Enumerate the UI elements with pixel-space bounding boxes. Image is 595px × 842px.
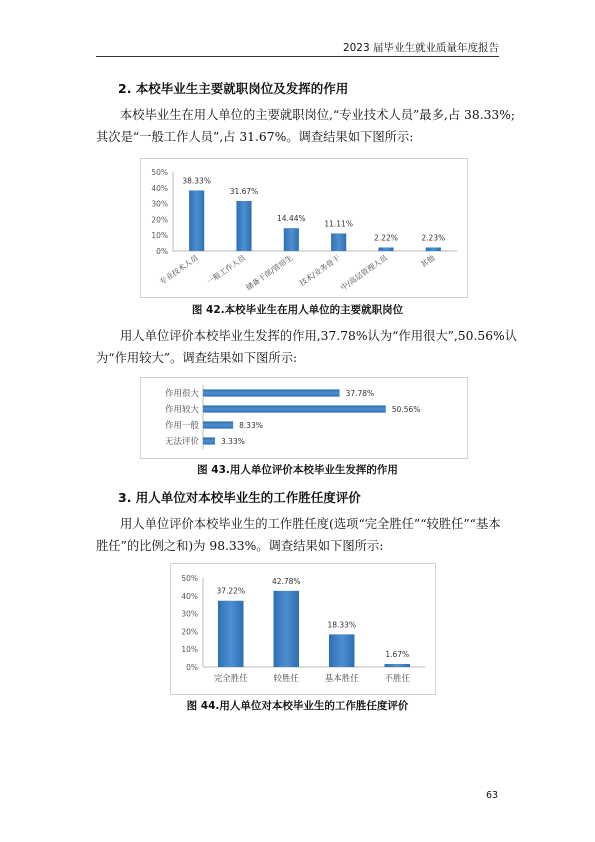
fig42-category-label: 专业技术人员 xyxy=(157,253,200,287)
fig44-category-label: 不胜任 xyxy=(384,674,411,684)
fig44-svg xyxy=(171,564,435,694)
fig42-ytick-label: 50% xyxy=(151,168,168,177)
fig42-bar xyxy=(284,228,299,251)
fig42-data-label: 11.11% xyxy=(324,219,353,229)
fig42-category-label: 技术/业务骨干 xyxy=(297,253,342,288)
section3-heading: 3. 用人单位对本校毕业生的工作胜任度评价 xyxy=(118,490,361,505)
section3-paragraph1-line2: 胜任”的比例之和)为 98.33%。调查结果如下图所示: xyxy=(96,539,384,553)
fig44-ytick-label: 40% xyxy=(181,591,198,601)
fig44-ytick-label: 10% xyxy=(181,645,198,655)
fig44-bar xyxy=(218,601,244,667)
fig42-data-label: 2.23% xyxy=(421,233,446,243)
fig42-bar xyxy=(236,201,251,251)
fig43-caption: 图 43.用人单位评价本校毕业生发挥的作用 xyxy=(197,464,398,476)
fig43-data-label: 3.33% xyxy=(221,437,245,446)
fig42-bar xyxy=(331,233,346,251)
fig42-data-label: 14.44% xyxy=(277,214,306,224)
fig42-ytick-label: 0% xyxy=(156,247,168,256)
fig42-chart xyxy=(140,158,468,298)
fig44-data-label: 42.78% xyxy=(271,576,301,586)
fig42-bar xyxy=(189,190,204,251)
section2-heading: 2. 本校毕业生主要就职岗位及发挥的作用 xyxy=(118,81,349,96)
fig43-chart xyxy=(140,377,468,459)
fig44-ytick-label: 0% xyxy=(186,663,198,672)
fig43-bar xyxy=(203,389,340,396)
fig43-category-label: 作用很大 xyxy=(164,389,199,399)
report-header-title: 2023 届毕业生就业质量年度报告 xyxy=(342,42,499,54)
fig44-chart xyxy=(170,563,436,695)
section2-paragraph1-line1: 本校毕业生在用人单位的主要就职岗位,“专业技术人员”最多,占 38.33%; xyxy=(120,108,516,122)
fig43-svg xyxy=(141,378,467,458)
fig42-data-label: 38.33% xyxy=(182,176,211,186)
fig42-data-label: 31.67% xyxy=(229,186,259,196)
fig44-ytick-label: 20% xyxy=(181,627,198,637)
fig43-data-label: 50.56% xyxy=(391,405,421,414)
fig42-caption: 图 42.本校毕业生在用人单位的主要就职岗位 xyxy=(191,304,404,316)
fig44-bar xyxy=(384,664,410,667)
fig42-category-label: 一般工作人员 xyxy=(205,253,248,287)
fig42-bar xyxy=(378,247,393,251)
fig43-category-label: 无法评价 xyxy=(164,437,199,447)
fig42-ytick-label: 20% xyxy=(151,215,168,225)
fig44-data-label: 37.22% xyxy=(216,586,246,596)
fig42-category-label: 储备干部/管培生 xyxy=(244,253,295,293)
fig44-ytick-label: 50% xyxy=(181,574,198,583)
fig44-data-label: 18.33% xyxy=(327,620,357,630)
fig43-bar xyxy=(203,421,233,428)
fig43-data-label: 8.33% xyxy=(239,421,263,430)
fig43-category-label: 作用一般 xyxy=(164,421,199,431)
fig44-bar xyxy=(273,591,299,667)
fig42-ytick-label: 40% xyxy=(151,183,168,193)
report-header xyxy=(96,40,499,57)
fig43-bar xyxy=(203,405,386,412)
section2-paragraph1 xyxy=(96,104,516,148)
fig44-category-label: 较胜任 xyxy=(273,674,300,684)
fig44-ytick-label: 30% xyxy=(181,609,198,619)
fig43-category-label: 作用较大 xyxy=(164,405,199,415)
section3-paragraph1 xyxy=(96,513,510,557)
section3-paragraph1-line1: 用人单位评价本校毕业生的工作胜任度(选项“完全胜任”“较胜任”“基本 xyxy=(120,517,501,531)
fig44-data-label: 1.67% xyxy=(385,650,410,660)
fig42-category-label: 其他 xyxy=(419,253,437,270)
fig42-svg xyxy=(141,159,467,297)
section2-paragraph1-line2: 其次是“一般工作人员”,占 31.67%。调查结果如下图所示: xyxy=(96,130,414,144)
page-number: 63 xyxy=(486,790,499,801)
fig44-category-label: 完全胜任 xyxy=(213,674,248,684)
section2-paragraph2 xyxy=(96,325,517,369)
fig43-data-label: 37.78% xyxy=(345,389,375,398)
fig44-caption: 图 44.用人单位对本校毕业生的工作胜任度评价 xyxy=(186,700,409,712)
section2-paragraph2-line1: 用人单位评价本校毕业生发挥的作用,37.78%认为“作用很大”,50.56%认 xyxy=(120,329,517,343)
fig42-ytick-label: 10% xyxy=(151,231,168,241)
fig42-bar xyxy=(426,247,441,251)
fig42-data-label: 2.22% xyxy=(374,233,398,243)
fig42-category-label: 中/高层管理人员 xyxy=(338,253,390,293)
fig44-category-label: 基本胜任 xyxy=(324,674,359,684)
fig44-bar xyxy=(329,634,355,667)
fig42-ytick-label: 30% xyxy=(151,199,168,209)
fig43-bar xyxy=(203,437,215,444)
section2-paragraph2-line2: 为“作用较大”。调查结果如下图所示: xyxy=(96,351,298,365)
